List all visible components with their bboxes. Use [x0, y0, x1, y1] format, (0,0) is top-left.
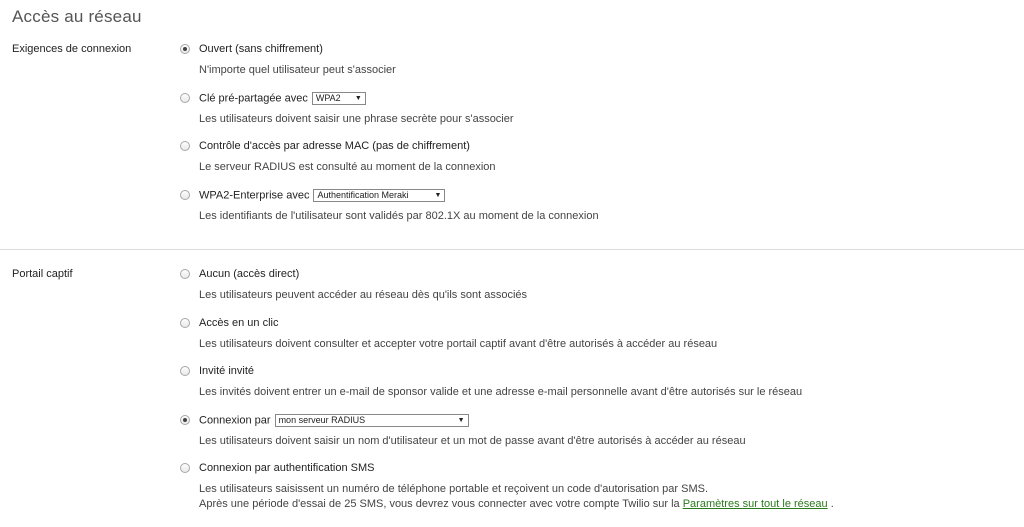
radius-server-select[interactable] — [275, 414, 469, 427]
option-psk-title: Clé pré-partagée avec — [199, 92, 308, 105]
radio-radius[interactable] — [180, 415, 190, 425]
enterprise-auth-select[interactable] — [313, 189, 445, 202]
connection-section-label: Exigences de connexion — [12, 43, 132, 55]
chevron-down-icon: ▼ — [434, 192, 442, 199]
radio-click[interactable] — [180, 318, 190, 328]
option-psk-desc: Les utilisateurs doivent saisir une phrase secrète pour s'associer — [199, 113, 514, 125]
option-psk-title-wrap — [199, 92, 366, 105]
option-radius-title-wrap — [199, 414, 469, 427]
option-sms-title: Connexion par authentification SMS — [199, 462, 375, 474]
option-guest-desc: Les invités doivent entrer un e-mail de sponsor valide et une adresse e-mail personnelle avant d'être autorisés sur le réseau — [199, 386, 803, 398]
option-none-title: Aucun (accès direct) — [199, 268, 300, 280]
option-radius-desc: Les utilisateurs doivent saisir un nom d'utilisateur et un mot de passe avant d'être autorisés à accéder au réseau — [199, 435, 746, 447]
option-mac-desc: Le serveur RADIUS est consulté au moment de la connexion — [199, 161, 496, 173]
option-click-desc: Les utilisateurs doivent consulter et accepter votre portail captif avant d'être autorisés à accéder au réseau — [199, 338, 718, 350]
option-sms-desc2-text: Après une période d'essai de 25 SMS, vous devrez vous connecter avec votre compte Twilio sur la — [199, 498, 680, 510]
option-open-desc: N'importe quel utilisateur peut s'associer — [199, 64, 396, 76]
option-sms-desc2-suffix: . — [830, 498, 834, 510]
captive-section-label: Portail captif — [12, 268, 73, 280]
page-title: Accès au réseau — [12, 7, 142, 26]
option-none-desc: Les utilisateurs peuvent accéder au réseau dès qu'ils sont associés — [199, 289, 528, 301]
option-sms-desc: Les utilisateurs saisissent un numéro de téléphone portable et reçoivent un code d'autorisation par SMS. — [199, 483, 709, 495]
radio-open[interactable] — [180, 44, 190, 54]
option-guest-title: Invité invité — [199, 365, 255, 377]
radio-mac[interactable] — [180, 141, 190, 151]
enterprise-auth-value: Authentification Meraki — [317, 190, 409, 200]
option-mac-title: Contrôle d'accès par adresse MAC (pas de chiffrement) — [199, 140, 470, 152]
radio-enterprise[interactable] — [180, 190, 190, 200]
psk-mode-select[interactable] — [312, 92, 366, 105]
radio-guest[interactable] — [180, 366, 190, 376]
option-open-title: Ouvert (sans chiffrement) — [199, 43, 323, 55]
section-divider — [0, 249, 1024, 250]
option-click-title: Accès en un clic — [199, 317, 279, 329]
option-enterprise-desc: Les identifiants de l'utilisateur sont validés par 802.1X au moment de la connexion — [199, 210, 599, 222]
radio-psk[interactable] — [180, 93, 190, 103]
radio-sms[interactable] — [180, 463, 190, 473]
chevron-down-icon: ▼ — [457, 417, 465, 424]
chevron-down-icon: ▼ — [354, 95, 362, 102]
radio-none[interactable] — [180, 269, 190, 279]
network-settings-link[interactable]: Paramètres sur tout le réseau — [682, 498, 828, 510]
option-sms-desc2 — [199, 498, 834, 510]
radius-server-value: mon serveur RADIUS — [278, 415, 366, 425]
option-enterprise-title: WPA2-Enterprise avec — [199, 189, 310, 202]
option-radius-title: Connexion par — [199, 414, 271, 427]
option-enterprise-title-wrap — [199, 189, 445, 202]
psk-mode-value: WPA2 — [315, 93, 341, 103]
